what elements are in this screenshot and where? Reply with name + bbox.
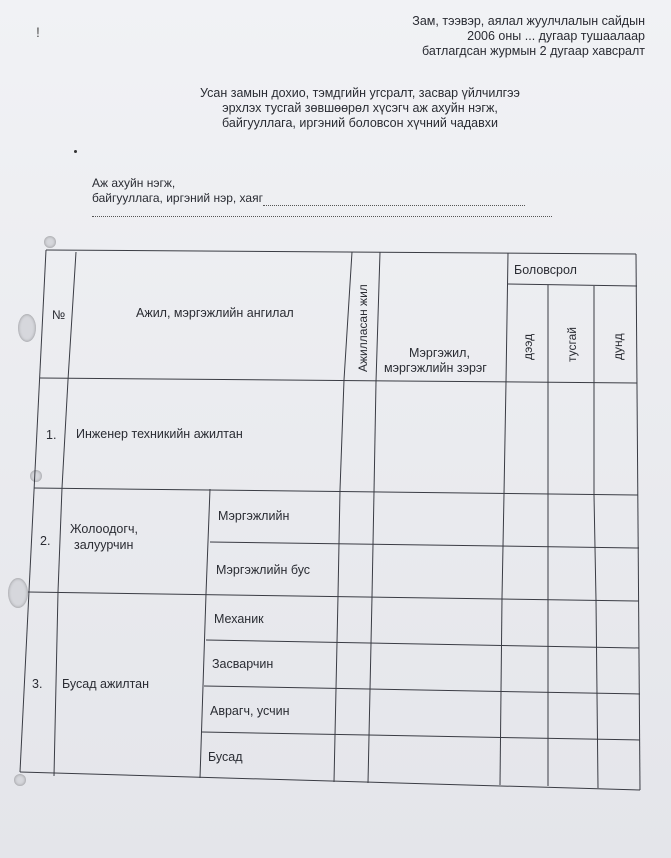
row-2-number: 2. bbox=[40, 534, 51, 548]
header-special: тусгай bbox=[565, 327, 579, 362]
row-2-sub-2: Мэргэжлийн бус bbox=[216, 563, 311, 577]
row-1-category: Инженер техникийн ажилтан bbox=[76, 427, 243, 441]
row-3-sub-2: Засварчин bbox=[212, 657, 274, 671]
margin-mark: ! bbox=[36, 24, 40, 40]
header-number: № bbox=[52, 308, 66, 322]
annex-line-2: 2006 оны ... дугаар тушаалаар bbox=[467, 29, 645, 43]
title-line-3: байгууллага, иргэний боловсон хүчний чадавхи bbox=[222, 116, 498, 130]
row-2-category-line-1: Жолоодогч, bbox=[70, 522, 138, 536]
header-profession-line-1: Мэргэжил, bbox=[409, 346, 470, 360]
org-label-2: байгууллага, иргэний нэр, хаяг bbox=[92, 191, 263, 205]
row-3-sub-3: Аврагч, усчин bbox=[210, 704, 290, 718]
row-1-number: 1. bbox=[46, 428, 57, 442]
annex-line-1: Зам, тээвэр, аялал жуулчлалын сайдын bbox=[412, 14, 645, 28]
title-line-2: эрхлэх тусгай зөвшөөрөл хүсэгч аж ахуйн нэгж, bbox=[222, 101, 498, 115]
header-secondary: дунд bbox=[611, 333, 625, 360]
header-years-worked: Ажилласан жил bbox=[356, 284, 370, 372]
header-education: Боловсрол bbox=[514, 263, 577, 277]
row-3-category: Бусад ажилтан bbox=[62, 677, 150, 691]
row-2-sub-1: Мэргэжлийн bbox=[218, 509, 290, 523]
org-label-1: Аж ахуйн нэгж, bbox=[92, 176, 176, 190]
title-line-1: Усан замын дохио, тэмдгийн угсралт, засвар үйлчилгээ bbox=[200, 86, 520, 100]
row-3-number: 3. bbox=[32, 677, 43, 691]
header-profession-line-2: мэргэжлийн зэрэг bbox=[384, 361, 487, 375]
annex-line-3: батлагдсан журмын 2 дугаар хавсралт bbox=[422, 44, 645, 58]
row-3-sub-4: Бусад bbox=[208, 750, 243, 764]
header-higher: дээд bbox=[521, 333, 535, 360]
row-3-sub-1: Механик bbox=[214, 612, 264, 626]
row-2-category-line-2: залуурчин bbox=[74, 538, 134, 552]
header-category: Ажил, мэргэжлийн ангилал bbox=[136, 306, 294, 320]
